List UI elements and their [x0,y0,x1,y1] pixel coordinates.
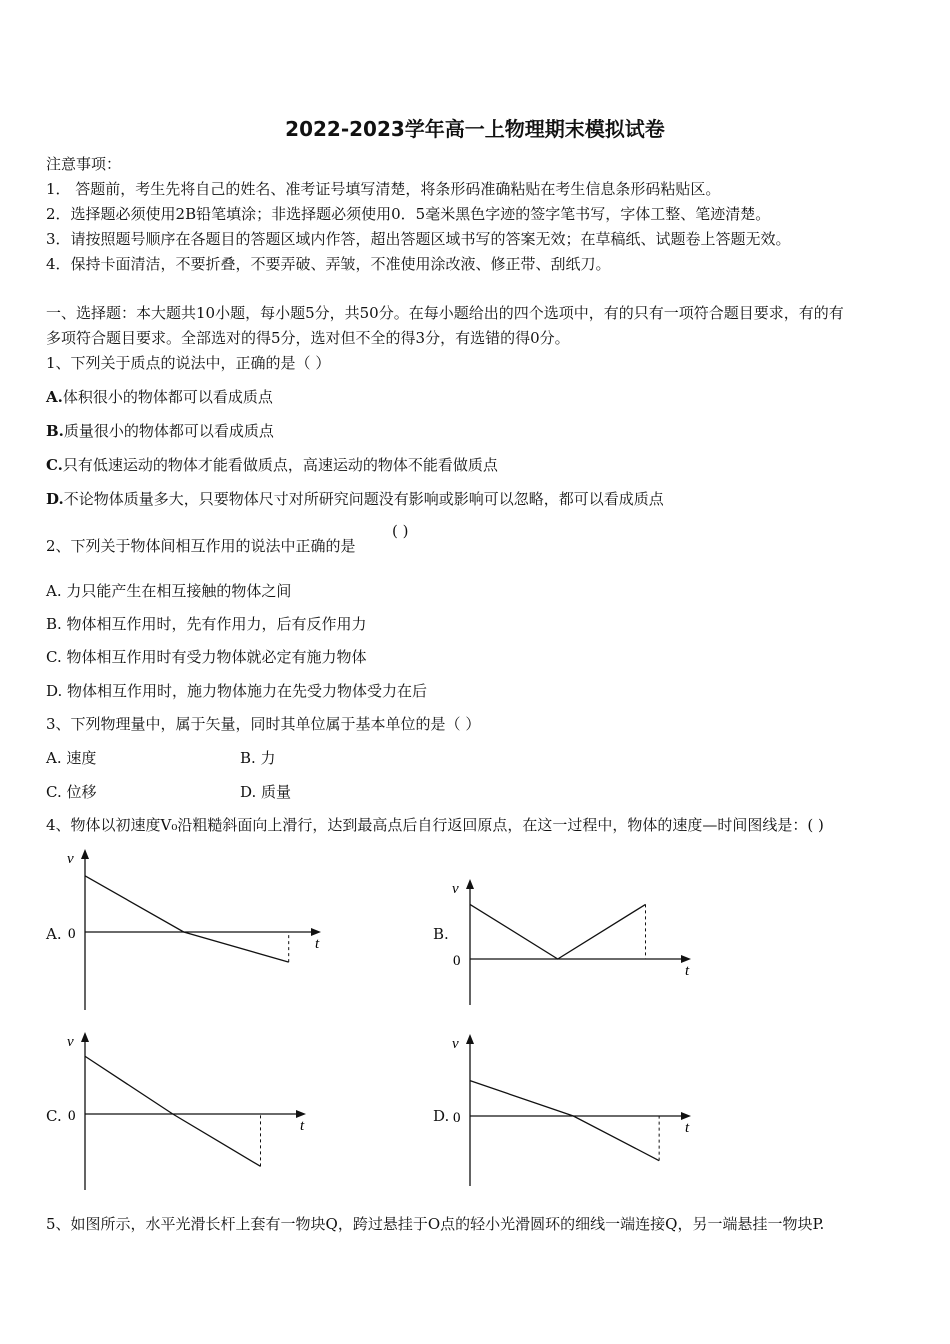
q2-option-c: C. 物体相互作用时有受力物体就必定有施力物体 [46,648,367,666]
q1-option-d-text: 不论物体质量多大，只要物体尺寸对所研究问题没有影响或影响可以忽略，都可以看成质点 [63,490,664,508]
graph-a-label: A. [46,925,62,943]
t-axis-arrow-icon [296,1110,306,1118]
q1-option-a-letter: A. [46,388,63,406]
q1-option-a [46,386,273,407]
q1-option-c [46,454,498,475]
graph-d-label: D. [433,1107,450,1125]
t-axis-label: t [685,1120,690,1136]
q3-option-a: A. 速度 [46,749,97,767]
origin-label: 0 [453,953,461,969]
notice-item-1: 1． 答题前，考生先将自己的姓名、准考证号填写清楚，将条形码准确粘贴在考生信息条形码粘贴区。 [46,180,721,198]
notice-item-2: 2．选择题必须使用2B铅笔填涂；非选择题必须使用0．5毫米黑色字迹的签字笔书写，字体工整、笔迹清楚。 [46,205,771,223]
v-axis-arrow-icon [81,849,89,859]
q3-stem: 3、下列物理量中，属于矢量，同时其单位属于基本单位的是（ ） [46,715,481,733]
t-axis-arrow-icon [681,1112,691,1120]
origin-label: 0 [453,1110,461,1126]
q2-option-b: B. 物体相互作用时，先有作用力，后有反作用力 [46,615,367,633]
v-axis-arrow-icon [81,1032,89,1042]
q1-option-d-letter: D. [46,490,64,508]
notice-item-3: 3．请按照题号顺序在各题目的答题区域内作答，超出答题区域书写的答案无效；在草稿纸、试题卷上答题无效。 [46,230,791,248]
section-instructions-line-1: 一、选择题：本大题共10小题，每小题5分，共50分。在每小题给出的四个选项中，有的只有一项符合题目要求，有的有 [46,304,844,322]
velocity-line [470,904,646,959]
v-axis-arrow-icon [466,879,474,889]
velocity-line [85,1056,261,1166]
q1-option-b-text: 质量很小的物体都可以看成质点 [63,422,274,440]
q2-option-a: A. 力只能产生在相互接触的物体之间 [46,582,292,600]
v-axis-label: v [452,1036,459,1052]
origin-label: 0 [68,926,76,942]
q1-option-c-text: 只有低速运动的物体才能看做质点，高速运动的物体不能看做质点 [62,456,498,474]
velocity-line [470,1081,659,1161]
q1-option-d [46,488,664,509]
q3-option-d: D. 质量 [240,783,292,801]
origin-label: 0 [68,1108,76,1124]
v-axis-label: v [67,1034,74,1050]
section-instructions-line-2: 多项符合题目要求。全部选对的得5分，选对但不全的得3分，有选错的得0分。 [46,329,570,347]
t-axis-label: t [300,1118,305,1134]
q2-option-d: D. 物体相互作用时，施力物体施力在先受力物体受力在后 [46,682,428,700]
q1-option-b [46,420,274,441]
v-axis-arrow-icon [466,1034,474,1044]
q3-option-b: B. 力 [240,749,276,767]
page-title: 2022-2023学年高一上物理期末模拟试卷 [285,117,665,141]
notice-heading: 注意事项： [46,155,122,173]
q4-stem: 4、物体以初速度V₀沿粗糙斜面向上滑行，达到最高点后自行返回原点，在这一过程中，物体的速度—时间图线是：( ) [46,816,824,834]
velocity-line [85,876,289,962]
t-axis-label: t [315,936,320,952]
q1-option-a-text: 体积很小的物体都可以看成质点 [62,388,273,406]
notice-item-4: 4．保持卡面清洁，不要折叠，不要弄破、弄皱，不准使用涂改液、修正带、刮纸刀。 [46,255,611,273]
t-axis-label: t [685,963,690,979]
vt-graph-a [60,845,320,1005]
graph-b-label: B. [433,925,449,943]
q1-option-c-letter: C. [46,456,63,474]
v-axis-label: v [67,851,74,867]
q5-stem: 5、如图所示，水平光滑长杆上套有一物块Q，跨过悬挂于O点的轻小光滑圆环的细线一端连接Q，另一端悬挂一物块P. [46,1215,825,1233]
t-axis-arrow-icon [311,928,321,936]
q2-stem: 2、下列关于物体间相互作用的说法中正确的是 [46,537,356,555]
q1-option-b-letter: B. [46,422,64,440]
q3-option-c: C. 位移 [46,783,97,801]
vt-graph-d [445,1030,690,1190]
vt-graph-b [445,875,690,1005]
vt-graph-c [60,1028,310,1188]
q1-stem: 1、下列关于质点的说法中，正确的是（ ） [46,354,331,372]
q2-answer-paren: ( ) [392,522,409,540]
graph-c-label: C. [46,1107,62,1125]
v-axis-label: v [452,881,459,897]
t-axis-arrow-icon [681,955,691,963]
